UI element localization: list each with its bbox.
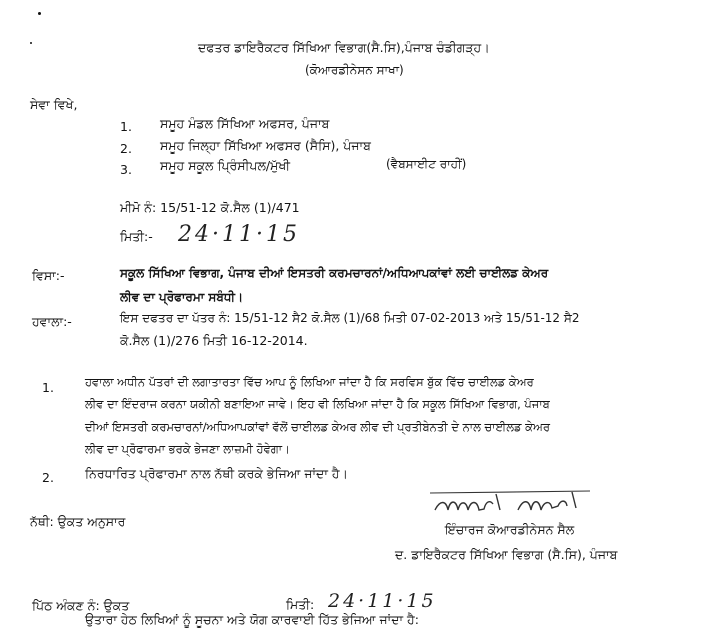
recipient-number: 3. xyxy=(120,162,132,177)
signatory-office: ਦ. ਡਾਇਰੈਕਟਰ ਸਿੱਖਿਆ ਵਿਭਾਗ (ਸੈ.ਸਿ), ਪੰਜਾਬ xyxy=(395,547,618,562)
endorsement-number: ਪਿੱਠ ਅੰਕਣ ਨੰ: ਉਕਤ xyxy=(32,598,130,613)
recipient-item: ਸਮੂਹ ਸਕੂਲ ਪ੍ਰਿੰਸੀਪਲ/ਮੁੱਖੀ xyxy=(160,158,291,173)
paragraph-line: ਲੀਵ ਦਾ ਪ੍ਰੋਫਾਰਮਾ ਭਰਕੇ ਭੇਜਣਾ ਲਾਜ਼ਮੀ ਹੋਵੇਗਾ। xyxy=(85,442,290,456)
date-label: ਮਿਤੀ:- xyxy=(120,229,153,244)
subject-line: ਲੀਵ ਦਾ ਪ੍ਰੋਫਾਰਮਾ ਸਬੰਧੀ। xyxy=(120,290,244,304)
endorsement-line: ਉਤਾਰਾ ਹੇਠ ਲਿਖਿਆਂ ਨੂੰ ਸੂਚਨਾ ਅਤੇ ਯੋਗ ਕਾਰਵਾਈ ਹਿੱਤ ਭੇਜਿਆ ਜਾਂਦਾ ਹੈ: xyxy=(85,612,419,627)
paragraph-line: ਦੀਆਂ ਇਸਤਰੀ ਕਰਮਚਾਰਨਾਂ/ਅਧਿਆਪਕਾਂਵਾਂ ਵੱਲੋਂ ਚਾਈਲਡ ਕੇਅਰ ਲੀਵ ਦੀ ਪ੍ਰਤੀਬੇਨਤੀ ਦੇ ਨਾਲ ਚਾਈਲਡ ਕੇਅਰ xyxy=(85,420,550,434)
reference-label: ਹਵਾਲਾ:- xyxy=(32,314,72,329)
scan-speck xyxy=(38,12,41,15)
recipient-number: 1. xyxy=(120,119,132,134)
handwritten-date: 24·11·15 xyxy=(178,222,300,247)
subject-line: ਸਕੂਲ ਸਿੱਖਿਆ ਵਿਭਾਗ, ਪੰਜਾਬ ਦੀਆਂ ਇਸਤਰੀ ਕਰਮਚਾਰਨਾਂ/ਅਧਿਆਪਕਾਂਵਾਂ ਲਈ ਚਾਈਲਡ ਕੇਅਰ xyxy=(120,266,549,280)
endorsement-date-label: ਮਿਤੀ: xyxy=(286,597,315,612)
reference-line: ਕੋ.ਸੈਲ (1)/276 ਮਿਤੀ 16-12-2014. xyxy=(120,333,308,348)
subject-label: ਵਿਸਾ:- xyxy=(32,268,65,283)
signatory-title: ਇੰਚਾਰਜ ਕੋਆਰਡੀਨੇਸਨ ਸੈਲ xyxy=(445,522,575,537)
website-note: (ਵੈਬਸਾਈਟ ਰਾਹੀਂ) xyxy=(386,157,467,171)
scan-speck xyxy=(30,42,32,44)
recipient-number: 2. xyxy=(120,141,132,156)
seva-vikhe: ਸੇਵਾ ਵਿਖੇ, xyxy=(30,97,78,112)
paragraph-line: ਨਿਰਧਾਰਿਤ ਪ੍ਰੋਫਾਰਮਾ ਨਾਲ ਨੱਥੀ ਕਰਕੇ ਭੇਜਿਆ ਜਾਂਦਾ ਹੈ। xyxy=(85,466,348,481)
office-heading: ਦਫਤਰ ਡਾਇਰੈਕਟਰ ਸਿੱਖਿਆ ਵਿਭਾਗ(ਸੈ.ਸਿ),ਪੰਜਾਬ ਚੰਡੀਗੜ੍ਹ। xyxy=(198,40,490,55)
paragraph-number: 2. xyxy=(42,470,54,485)
paragraph-line: ਹਵਾਲਾ ਅਧੀਨ ਪੱਤਰਾਂ ਦੀ ਲਗਾਤਾਰਤਾ ਵਿੱਚ ਆਪ ਨੂੰ ਲਿਖਿਆ ਜਾਂਦਾ ਹੈ ਕਿ ਸਰਵਿਸ ਬੁੱਕ ਵਿੱਚ ਚਾਈਲਡ ਕੇਅਰ xyxy=(85,375,534,389)
paragraph-line: ਲੀਵ ਦਾ ਇੰਦਰਾਜ ਕਰਨਾ ਯਕੀਨੀ ਬਣਾਇਆ ਜਾਵੇ। ਇਹ ਵੀ ਲਿਖਿਆ ਜਾਂਦਾ ਹੈ ਕਿ ਸਕੂਲ ਸਿੱਖਿਆ ਵਿਭਾਗ, ਪੰਜਾਬ xyxy=(85,397,550,411)
branch-heading: (ਕੋਆਰਡੀਨੇਸਨ ਸਾਖਾ) xyxy=(305,63,404,77)
enclosure-note: ਨੱਥੀ: ਉਕਤ ਅਨੁਸਾਰ xyxy=(30,514,126,529)
memo-number: ਮੀਮੋ ਨੰ: 15/51-12 ਕੋ.ਸੈਲ (1)/471 xyxy=(120,200,300,215)
recipient-item: ਸਮੂਹ ਮੰਡਲ ਸਿੱਖਿਆ ਅਫਸਰ, ਪੰਜਾਬ xyxy=(160,116,330,131)
paragraph-number: 1. xyxy=(42,380,54,395)
endorsement-handwritten-date: 24·11·15 xyxy=(328,590,437,612)
signature xyxy=(430,486,600,526)
recipient-item: ਸਮੂਹ ਜਿਲ੍ਹਾ ਸਿੱਖਿਆ ਅਫਸਰ (ਸੈਸਿ), ਪੰਜਾਬ xyxy=(160,138,371,153)
reference-line: ਇਸ ਦਫਤਰ ਦਾ ਪੱਤਰ ਨੰ: 15/51-12 ਸੈ2 ਕੋ.ਸੈਲ (1)/68 ਮਿਤੀ 07-02-2013 ਅਤੇ 15/51-12 ਸੈ2 xyxy=(120,311,580,325)
